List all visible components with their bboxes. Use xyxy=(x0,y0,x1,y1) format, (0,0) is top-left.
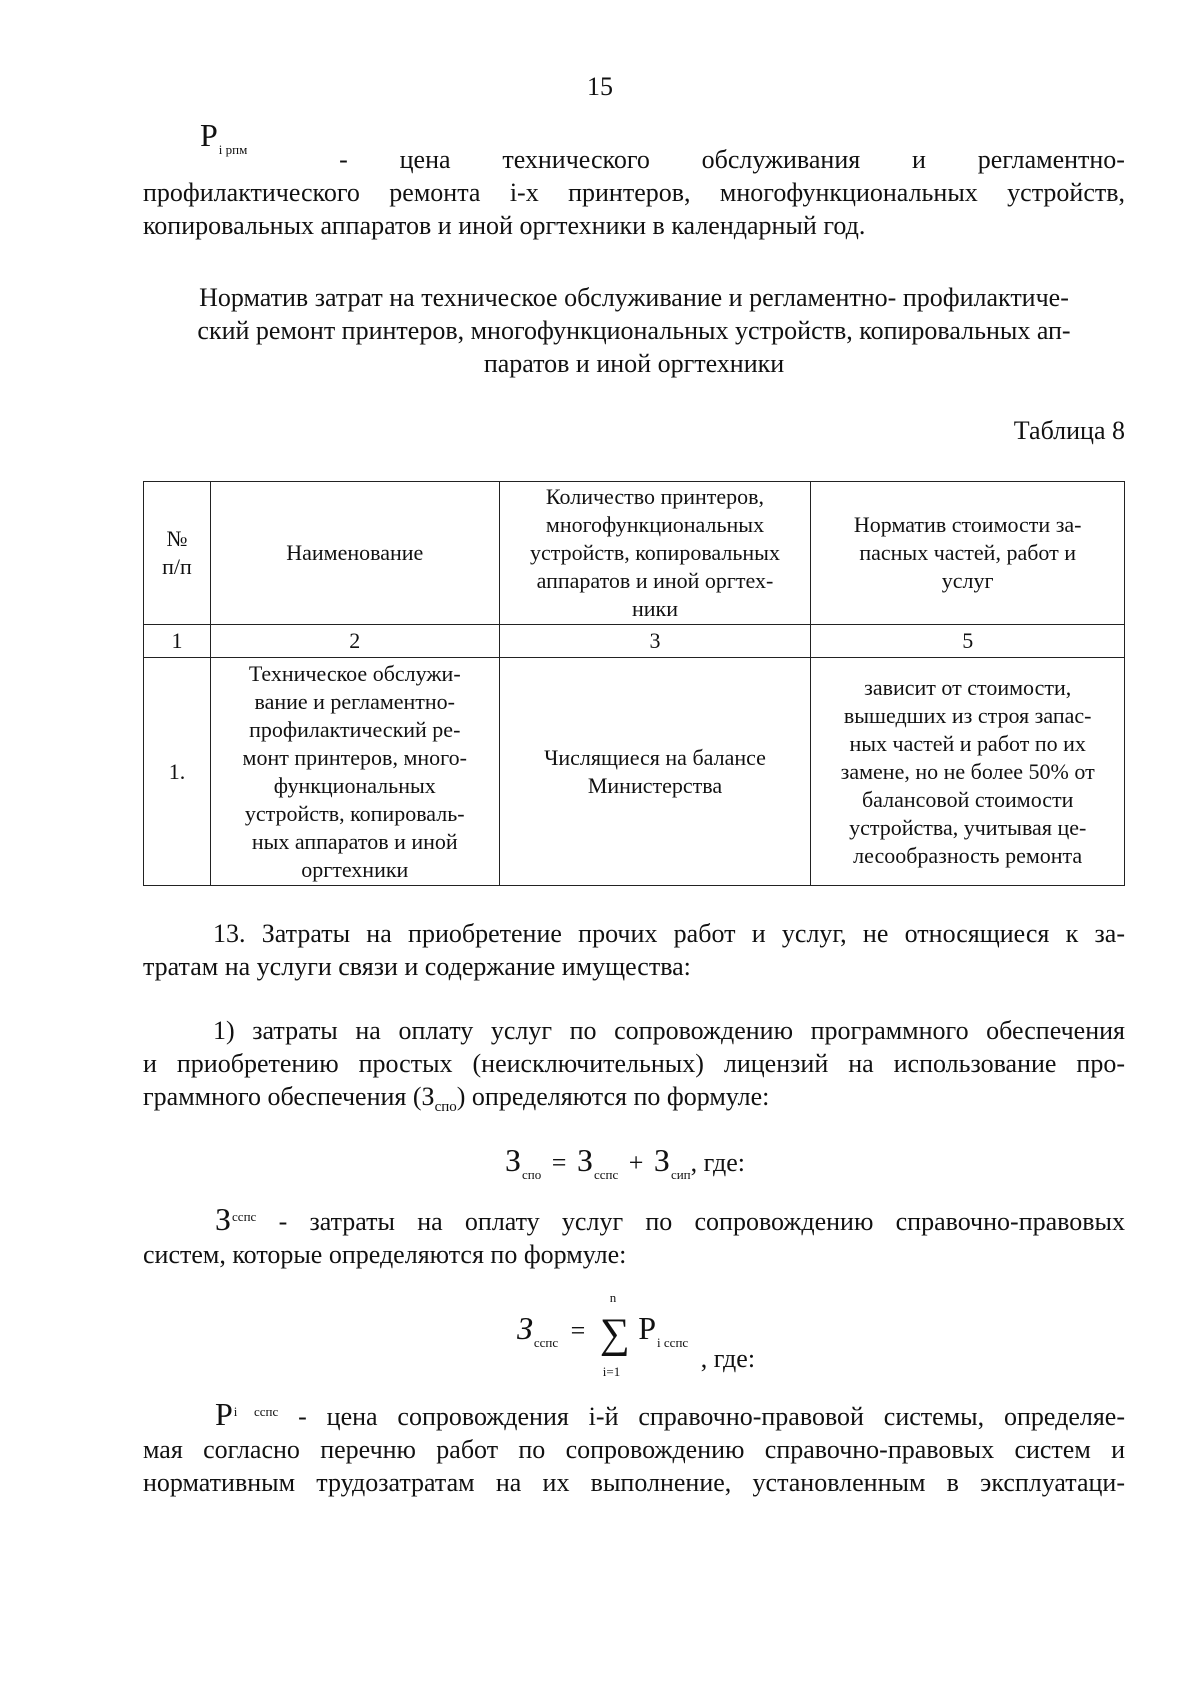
text-line: нормативным трудозатратам на их выполнение, установленным в эксплуатаци- xyxy=(143,1468,1125,1497)
dash: - xyxy=(339,145,348,174)
table-index-row xyxy=(144,625,1125,658)
sum-operator: n ∑ i=1 xyxy=(599,1290,630,1379)
text-line: 1) затраты на оплату услуг по сопровождению программного обеспечения xyxy=(213,1016,1125,1045)
header-name: Наименование xyxy=(210,482,499,625)
table-label: Таблица 8 xyxy=(1013,416,1125,445)
text-line: граммного обеспечения $(З_{спо})$ определяются по формуле: xyxy=(143,1082,770,1115)
text-line: $З^{сспс}$ - затраты на оплату услуг по сопровождению справочно-правовых xyxy=(215,1201,1125,1237)
definition-p-sps xyxy=(143,1395,1125,1499)
row-norm: зависит от стоимости, вышедших из строя запас- ных частей и работ по их замене, но не более 50% от балансовой стоимости устройства, учитывая це- лесообразность ремонта xyxy=(811,658,1125,886)
heading-line: ский ремонт принтеров, многофункциональных устройств, копировальных ап- xyxy=(197,316,1071,345)
word: и xyxy=(912,145,926,174)
symbol-p-sps: $P^{i сспс}$ xyxy=(215,1396,279,1432)
row-num: 1. xyxy=(144,658,211,886)
text-line: 13. Затраты на приобретение прочих работ и услуг, не относящиеся к за- xyxy=(213,919,1125,948)
definition-z-sps xyxy=(143,1200,1125,1271)
header-qty: Количество принтеров, многофункциональных устройств, копировальных аппаратов и иной оргтех- ники xyxy=(499,482,811,625)
formula-zsps: $З_{сспс}$ = n ∑ i=1 $P_{i сспс}$ , где: xyxy=(517,1290,756,1379)
text-line: систем, которые определяются по формуле: xyxy=(143,1240,627,1269)
header-norm: Норматив стоимости за- пасных частей, работ и услуг xyxy=(811,482,1125,625)
row-qty: Числящиеся на балансе Министерства xyxy=(499,658,811,886)
section-heading xyxy=(143,281,1125,380)
table-row xyxy=(144,658,1125,886)
paragraph-13 xyxy=(143,917,1125,983)
index-cell: 5 xyxy=(811,625,1125,658)
heading-line: паратов и иной оргтехники xyxy=(483,349,785,378)
page-number: 15 xyxy=(587,72,613,101)
symbol-z-sps: $З^{сспс}$ xyxy=(215,1201,257,1237)
norms-table xyxy=(143,481,1125,886)
word: технического xyxy=(502,145,650,174)
formula-zspo: $З_{спо} = З_{сспс} + З_{сип}$, где: xyxy=(505,1142,746,1182)
symbol-p-rpm: $P_{i рпм}$ xyxy=(200,117,248,157)
heading-line: Норматив затрат на техническое обслуживание и регламентно- профилактиче- xyxy=(199,283,1069,312)
index-cell: 3 xyxy=(499,625,811,658)
row-name: Техническое обслужи- вание и регламентно- профилактический ре- монт принтеров, много- функциональных устройств, копироваль- ных аппаратов и иной оргтехники xyxy=(210,658,499,886)
word: цена xyxy=(399,145,451,174)
definition-p-rpm xyxy=(143,117,1125,242)
header-num: № п/п xyxy=(144,482,211,625)
index-cell: 2 xyxy=(210,625,499,658)
text-line: профилактического ремонта i-х принтеров, многофункциональных устройств, xyxy=(143,178,1125,207)
text-line: копировальных аппаратов и иной оргтехники в календарный год. xyxy=(143,211,866,240)
text-line: мая согласно перечню работ по сопровождению справочно-правовых систем и xyxy=(143,1435,1125,1464)
index-cell: 1 xyxy=(144,625,211,658)
word: обслуживания xyxy=(701,145,861,174)
text-line: $P^{i сспс}$ - цена сопровождения i-й справочно-правовой системы, определяе- xyxy=(215,1396,1125,1432)
table-header-row xyxy=(144,482,1125,625)
paragraph-1 xyxy=(143,1014,1125,1124)
word: регламентно- xyxy=(977,145,1125,174)
text-line: тратам на услуги связи и содержание имущества: xyxy=(143,952,691,981)
text-line: и приобретению простых (неисключительных) лицензий на использование про- xyxy=(143,1049,1125,1078)
